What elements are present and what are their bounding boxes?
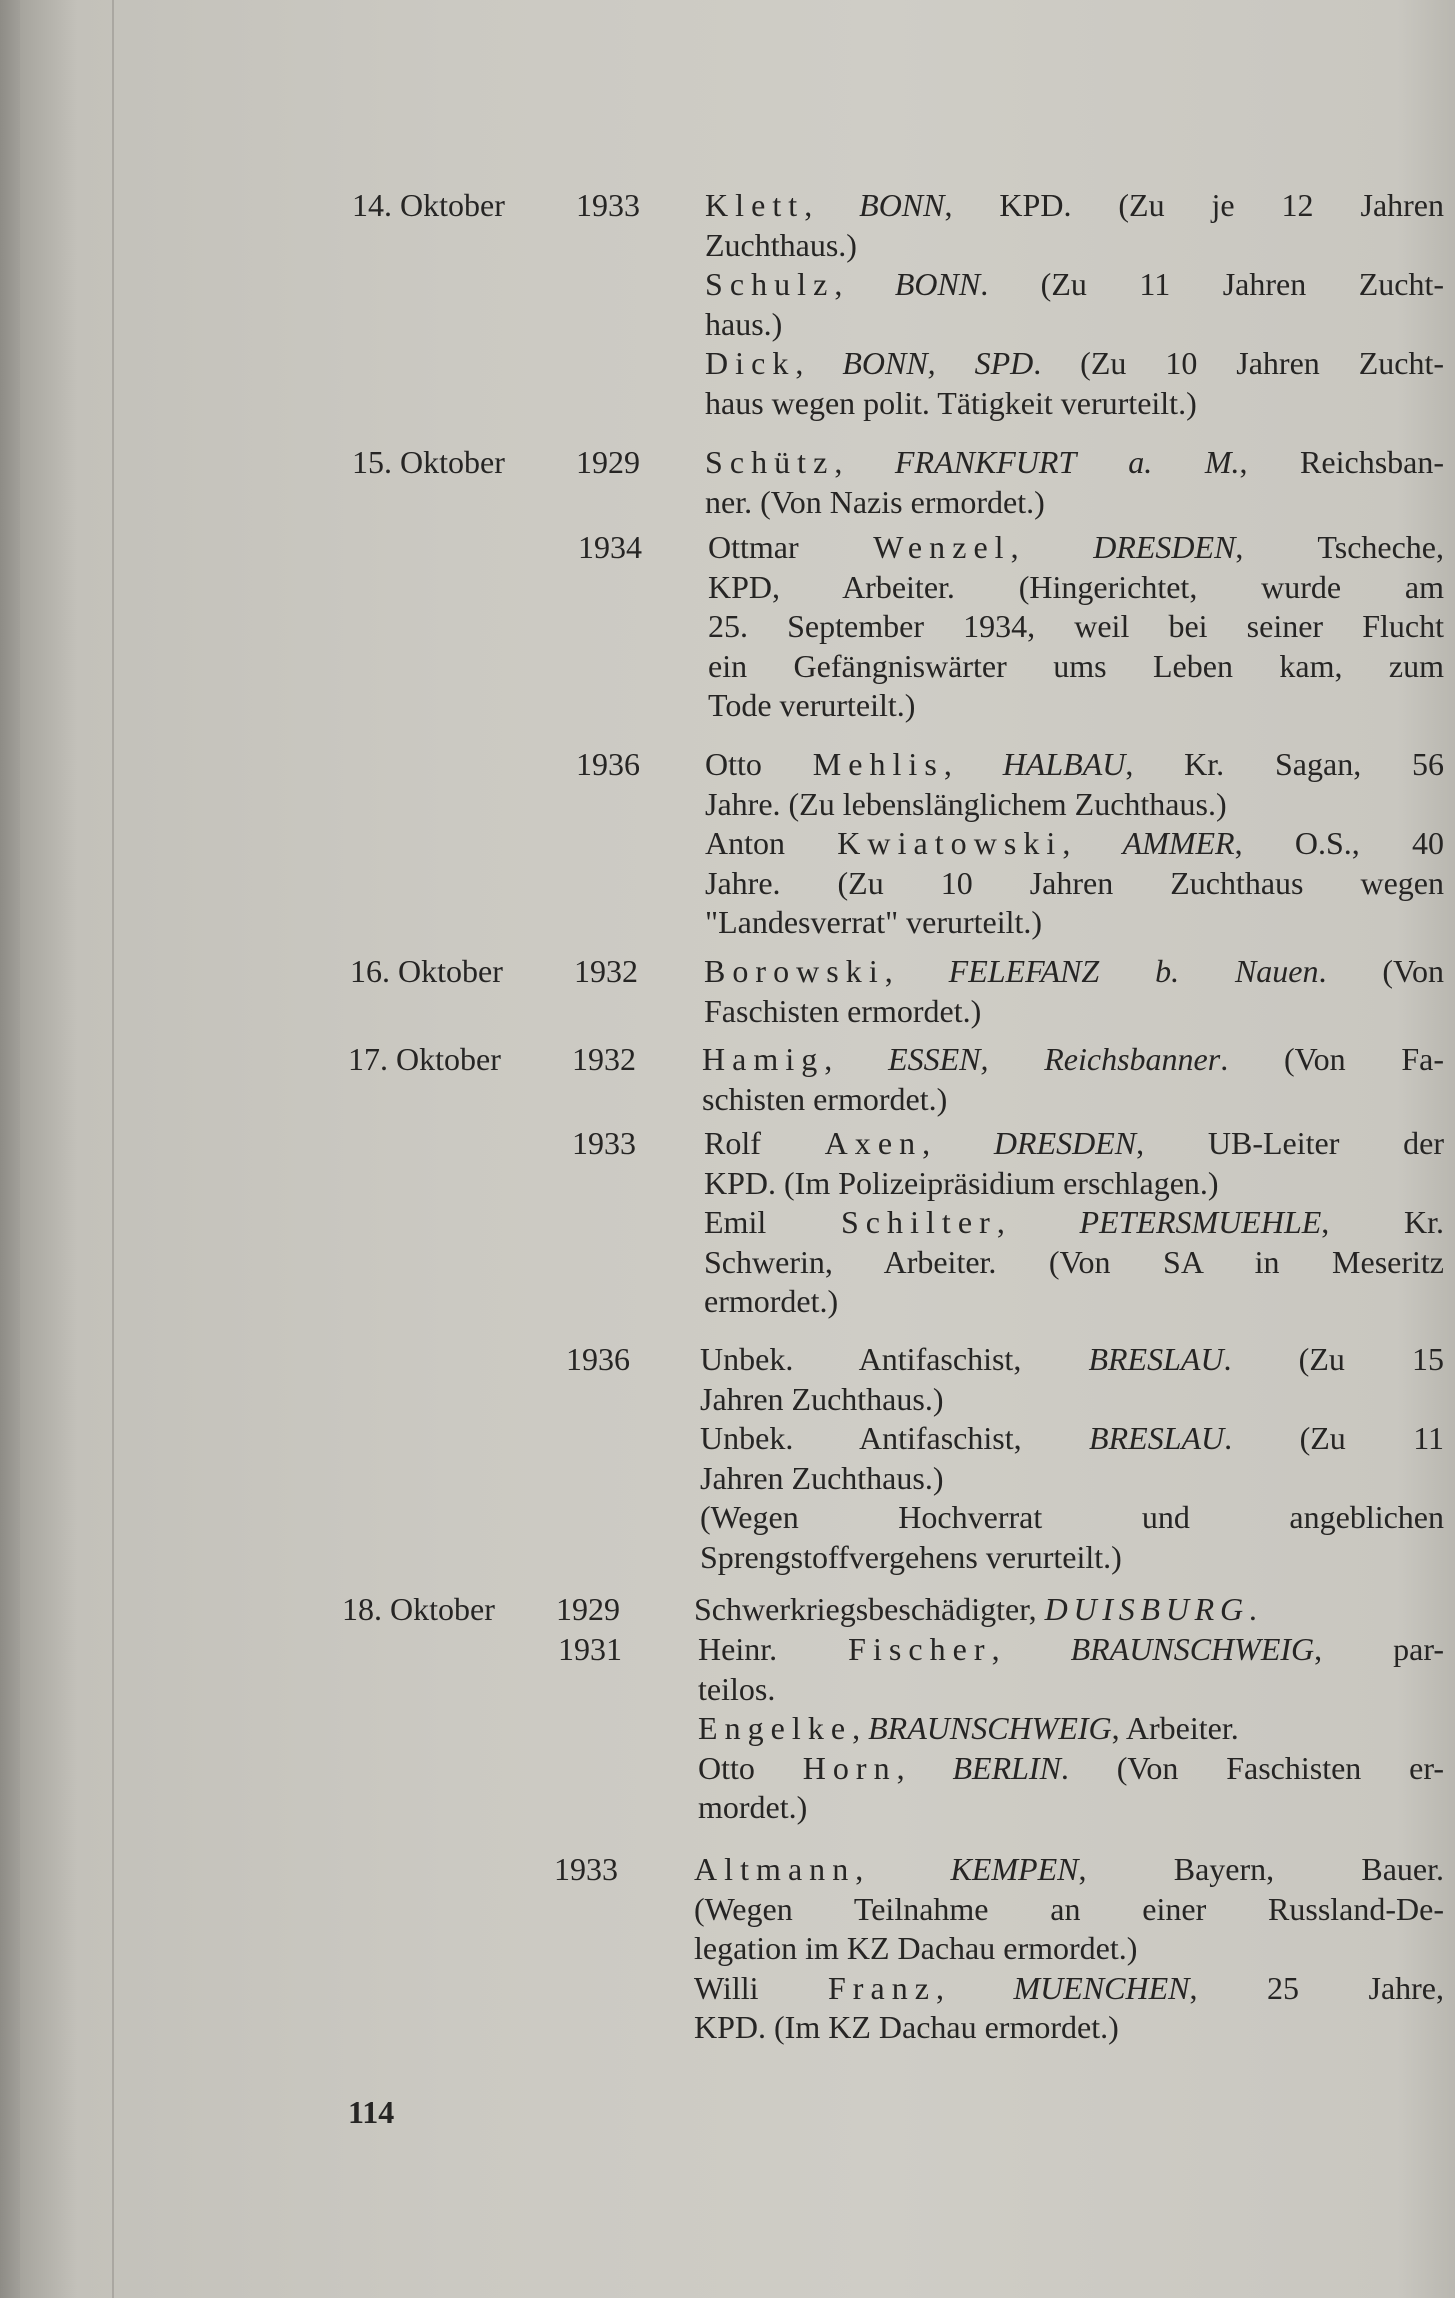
entry-date: 18. Oktober — [342, 1591, 495, 1627]
text-line — [700, 1340, 1444, 1380]
person-name: Wenzel — [873, 529, 1011, 565]
text-segment: 25. September 1934, weil bei seiner Flucht — [708, 608, 1444, 644]
person-name: Schilter — [840, 1204, 997, 1240]
text-segment: , — [922, 1125, 994, 1161]
text-line — [705, 864, 1444, 904]
text-segment: , — [852, 1710, 869, 1746]
text-segment: "Landesverrat" verurteilt.) — [705, 904, 1043, 940]
person-name: Horn — [802, 1749, 897, 1786]
text-segment: Unbek. Antifaschist, — [700, 1341, 1089, 1377]
text-segment: ner. (Von Nazis ermordet.) — [705, 483, 1045, 520]
text-segment: Anton — [705, 825, 838, 861]
place-name: KEMPEN — [950, 1851, 1079, 1887]
text-segment: haus wegen polit. Tätigkeit verurteilt.) — [705, 384, 1197, 421]
entry-text — [704, 952, 1444, 1031]
text-line — [698, 1749, 1444, 1789]
text-line — [705, 384, 1444, 424]
text-segment: Sprengstoffvergehens verurteilt.) — [700, 1538, 1122, 1575]
text-line — [694, 1969, 1444, 2009]
text-segment: Jahren Zuchthaus.) — [700, 1459, 944, 1496]
text-segment: , — [834, 444, 895, 480]
place-name: AMMER — [1122, 825, 1235, 861]
text-segment: , UB-Leiter der — [1136, 1125, 1444, 1161]
text-segment: , — [855, 1851, 951, 1887]
person-name: Engelke — [698, 1710, 853, 1746]
place-name: BRESLAU — [1088, 1341, 1224, 1377]
text-line — [705, 483, 1444, 523]
text-segment: Rolf — [704, 1125, 825, 1161]
text-line — [705, 305, 1444, 345]
person-name: Franz — [827, 1969, 937, 2006]
entry-text — [704, 1124, 1444, 1322]
place-name: PETERSMUEHLE — [1079, 1204, 1322, 1240]
text-line — [704, 1164, 1444, 1204]
person-name: Klett — [705, 187, 805, 223]
place-name: BERLIN — [952, 1749, 1061, 1786]
text-line — [705, 226, 1444, 266]
text-line — [704, 952, 1444, 992]
person-name: Borowski — [704, 953, 885, 989]
text-line — [708, 686, 1444, 726]
text-line — [694, 1929, 1444, 1969]
text-line — [704, 1243, 1444, 1283]
text-line — [708, 528, 1444, 568]
place-name: BRAUNSCHWEIG — [1070, 1631, 1315, 1667]
text-segment: ein Gefängniswärter ums Leben kam, zum — [708, 647, 1444, 684]
text-segment: Unbek. Antifaschist, — [700, 1420, 1090, 1456]
text-segment: Zuchthaus.) — [705, 226, 857, 263]
text-segment: Jahren Zuchthaus.) — [700, 1380, 944, 1417]
text-segment: , 25 Jahre, — [1189, 1969, 1444, 2006]
place-name: DUISBURG — [1044, 1591, 1249, 1627]
person-name: Schütz — [705, 444, 835, 480]
text-segment: . (Zu 11 Jahren Zucht- — [980, 266, 1445, 302]
text-line — [705, 186, 1444, 226]
text-segment: Otto — [698, 1749, 803, 1786]
entry-text — [702, 1040, 1444, 1119]
text-segment: Ottmar — [708, 529, 874, 565]
text-segment: Schwerin, Arbeiter. (Von SA in Meseritz — [704, 1243, 1444, 1280]
entry-text — [708, 528, 1444, 726]
text-segment: teilos. — [698, 1670, 776, 1707]
text-segment: . (Von — [1318, 953, 1445, 989]
text-segment: (Wegen Hochverrat und angeblichen — [700, 1499, 1444, 1535]
text-segment: (Wegen Teilnahme an einer Russland-De- — [694, 1890, 1444, 1927]
text-line — [700, 1498, 1444, 1538]
text-segment: legation im KZ Dachau ermordet.) — [694, 1930, 1138, 1966]
text-line — [705, 344, 1444, 384]
text-segment: , — [991, 1631, 1071, 1667]
entry-year: 1931 — [558, 1631, 622, 1667]
text-segment: KPD. (Im KZ Dachau ermordet.) — [694, 2009, 1119, 2045]
text-segment: Faschisten ermordet.) — [704, 992, 982, 1029]
person-name: Hamig — [702, 1041, 825, 1077]
entry-text — [694, 1850, 1444, 2048]
text-segment: Willi — [694, 1969, 828, 2006]
text-segment: . (Von Faschisten er- — [1060, 1749, 1445, 1786]
entry-date: 17. Oktober — [348, 1041, 501, 1077]
entry-date: 14. Oktober — [352, 187, 505, 223]
text-segment: , Bayern, Bauer. — [1078, 1851, 1444, 1887]
text-segment: , — [824, 1041, 889, 1077]
entry-year: 1929 — [576, 444, 640, 480]
text-segment: , O.S., 40 — [1234, 825, 1445, 861]
text-segment: Emil — [704, 1204, 841, 1240]
text-segment: , Tscheche, — [1235, 529, 1445, 565]
text-line — [702, 1080, 1444, 1120]
text-line — [705, 785, 1444, 825]
text-line — [700, 1538, 1444, 1578]
text-line — [698, 1630, 1444, 1670]
entry-year: 1934 — [578, 529, 642, 565]
text-segment: Heinr. — [698, 1631, 849, 1667]
entry-year: 1933 — [554, 1851, 618, 1887]
text-segment: , — [1062, 825, 1123, 861]
text-line — [698, 1709, 1444, 1749]
text-segment: , Kr. Sagan, 56 — [1125, 746, 1445, 782]
entry-date: 16. Oktober — [350, 953, 503, 989]
text-segment: , — [943, 746, 1003, 782]
text-segment: . (Zu 11 — [1224, 1420, 1445, 1456]
text-segment: Schwerkriegsbeschädigter, — [694, 1591, 1045, 1627]
text-line — [700, 1380, 1444, 1420]
place-name: BONN, SPD — [842, 345, 1034, 381]
text-line — [708, 568, 1444, 608]
text-segment: KPD. (Im Polizeipräsidium erschlagen.) — [704, 1164, 1219, 1201]
place-name: FRANKFURT a. M. — [894, 444, 1240, 480]
entry-year: 1936 — [576, 746, 640, 782]
text-segment: Jahre. (Zu 10 Jahren Zuchthaus wegen — [705, 864, 1444, 901]
text-line — [705, 443, 1444, 483]
person-name: Axen — [824, 1125, 923, 1161]
text-segment: . (Zu 15 — [1223, 1341, 1445, 1377]
text-segment: . (Zu 10 Jahren Zucht- — [1033, 345, 1445, 381]
text-line — [704, 1282, 1444, 1322]
text-segment: , — [804, 187, 860, 223]
text-line — [705, 824, 1444, 864]
text-segment: , — [936, 1969, 1014, 2006]
entry-text — [705, 443, 1444, 522]
text-segment: , KPD. (Zu je 12 Jahren — [944, 187, 1445, 223]
text-segment: , — [795, 345, 843, 381]
text-segment: , Reichsban- — [1239, 444, 1445, 480]
entry-year: 1929 — [556, 1591, 620, 1627]
text-line — [704, 992, 1444, 1032]
book-gutter — [0, 0, 20, 2298]
entry-year: 1932 — [574, 953, 638, 989]
text-line — [698, 1670, 1444, 1710]
entry-date: 15. Oktober — [352, 444, 505, 480]
entry-year: 1932 — [572, 1041, 636, 1077]
text-line — [705, 265, 1444, 305]
place-name: BRAUNSCHWEIG — [868, 1710, 1112, 1746]
entry-text — [705, 186, 1444, 423]
text-segment: schisten ermordet.) — [702, 1080, 948, 1117]
entry-text — [700, 1340, 1444, 1577]
text-segment: . (Von Fa- — [1220, 1041, 1445, 1077]
entry-year: 1933 — [576, 187, 640, 223]
text-line — [700, 1419, 1444, 1459]
text-segment: Jahre. (Zu lebenslänglichem Zuchthaus.) — [705, 785, 1227, 822]
text-segment: mordet.) — [698, 1789, 808, 1825]
text-segment: , par- — [1314, 1631, 1445, 1667]
person-name: Fischer — [848, 1631, 992, 1667]
text-line — [705, 745, 1444, 785]
text-segment: , — [884, 953, 949, 989]
text-line — [700, 1459, 1444, 1499]
text-segment: , — [834, 266, 895, 302]
person-name: Mehlis — [812, 746, 944, 782]
text-line — [708, 647, 1444, 687]
text-line — [694, 2008, 1444, 2048]
text-segment: Tode verurteilt.) — [708, 687, 916, 723]
text-line — [704, 1203, 1444, 1243]
text-segment: Otto — [705, 746, 813, 782]
text-line — [704, 1124, 1444, 1164]
entry-year: 1936 — [566, 1341, 630, 1377]
place-name: BRESLAU — [1089, 1420, 1225, 1456]
place-name: HALBAU — [1002, 746, 1126, 782]
place-name: BONN — [859, 187, 945, 223]
person-name: Schulz — [705, 266, 835, 302]
text-segment: haus.) — [705, 305, 783, 342]
text-segment: , — [1010, 529, 1094, 565]
text-segment: , Arbeiter. — [1111, 1710, 1239, 1746]
text-line — [698, 1788, 1444, 1828]
text-line — [708, 607, 1444, 647]
place-name: DRESDEN — [993, 1125, 1137, 1161]
page-edge-line — [112, 0, 114, 2298]
entry-text — [698, 1630, 1444, 1828]
text-line — [694, 1890, 1444, 1930]
text-segment: . — [1248, 1591, 1257, 1627]
place-name: DRESDEN — [1093, 529, 1236, 565]
person-name: Kwiatowski — [837, 825, 1063, 861]
text-segment: , — [896, 1749, 953, 1786]
place-name: BONN — [894, 266, 981, 302]
entry-text — [694, 1590, 1444, 1630]
text-segment: KPD, Arbeiter. (Hingerichtet, wurde am — [708, 568, 1444, 605]
place-name: ESSEN, Reichsbanner — [888, 1041, 1221, 1077]
text-segment: ermordet.) — [704, 1283, 839, 1319]
page-number: 114 — [348, 2094, 395, 2130]
entry-year: 1933 — [572, 1125, 636, 1161]
entry-text — [705, 745, 1444, 943]
text-line — [694, 1590, 1444, 1630]
text-line — [705, 903, 1444, 943]
place-name: FELEFANZ b. Nauen — [948, 953, 1319, 989]
text-line — [694, 1850, 1444, 1890]
text-segment: , — [996, 1204, 1080, 1240]
person-name: Altmann — [694, 1851, 856, 1887]
text-line — [702, 1040, 1444, 1080]
person-name: Dick — [705, 345, 796, 381]
place-name: MUENCHEN — [1013, 1969, 1190, 2006]
text-segment: , Kr. — [1321, 1204, 1445, 1240]
